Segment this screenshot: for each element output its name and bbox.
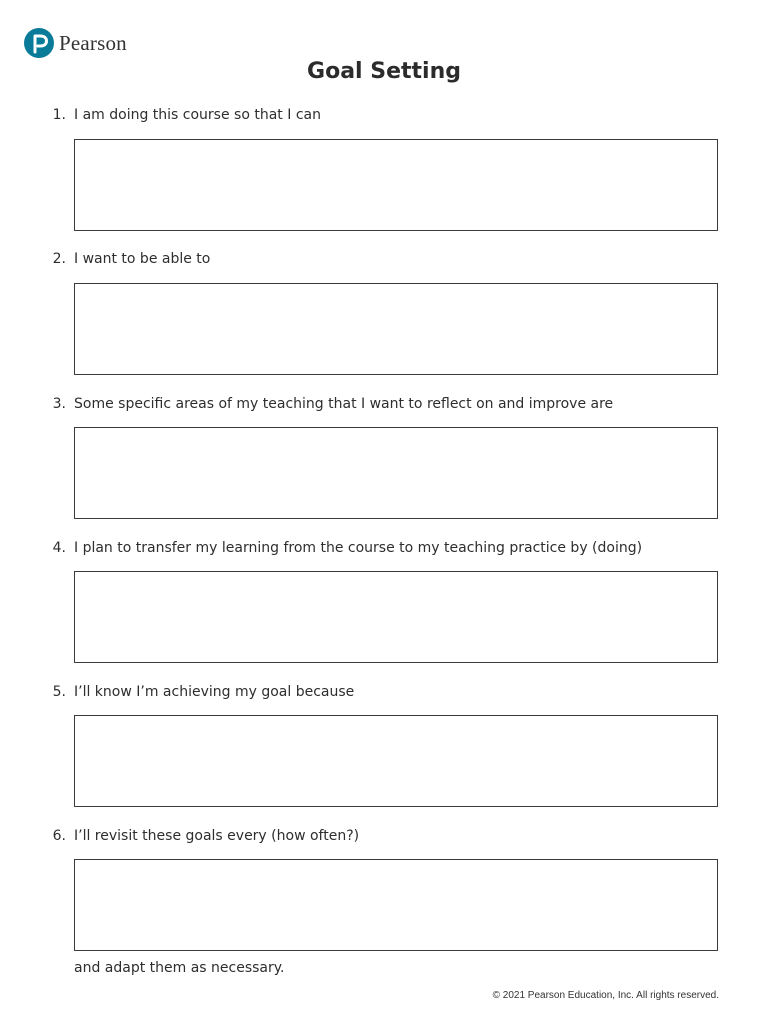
question-text: Some specific areas of my teaching that I want to reflect on and improve are <box>74 396 614 412</box>
question-4-label <box>44 540 642 560</box>
answer-box-3[interactable] <box>74 427 718 519</box>
question-text: I’ll revisit these goals every (how often?) <box>74 828 360 844</box>
question-2-label <box>44 251 210 271</box>
question-5-label <box>44 684 354 704</box>
question-number: 6. <box>52 828 66 844</box>
answer-box-5[interactable] <box>74 715 718 807</box>
answer-box-1[interactable] <box>74 139 718 231</box>
copyright-footer: © 2021 Pearson Education, Inc. All rights reserved. <box>492 990 719 1001</box>
question-text: I’ll know I’m achieving my goal because <box>74 684 355 700</box>
question-6-label <box>44 828 359 848</box>
question-1-label <box>44 107 321 127</box>
question-number: 5. <box>52 684 66 700</box>
question-number: 2. <box>52 251 66 267</box>
answer-box-2[interactable] <box>74 283 718 375</box>
page-title: Goal Setting <box>307 59 461 84</box>
question-number: 1. <box>52 107 66 123</box>
answer-box-6[interactable] <box>74 859 718 951</box>
question-3-label <box>44 396 613 416</box>
closing-text: and adapt them as necessary. <box>74 960 285 976</box>
answer-box-4[interactable] <box>74 571 718 663</box>
question-text: I am doing this course so that I can <box>74 107 321 123</box>
question-number: 3. <box>52 396 66 412</box>
question-text: I plan to transfer my learning from the course to my teaching practice by (doing) <box>74 540 643 556</box>
brand-name: Pearson <box>59 30 127 55</box>
pearson-logo <box>24 26 127 60</box>
pearson-p-icon <box>24 28 54 58</box>
question-text: I want to be able to <box>74 251 211 267</box>
question-number: 4. <box>52 540 66 556</box>
